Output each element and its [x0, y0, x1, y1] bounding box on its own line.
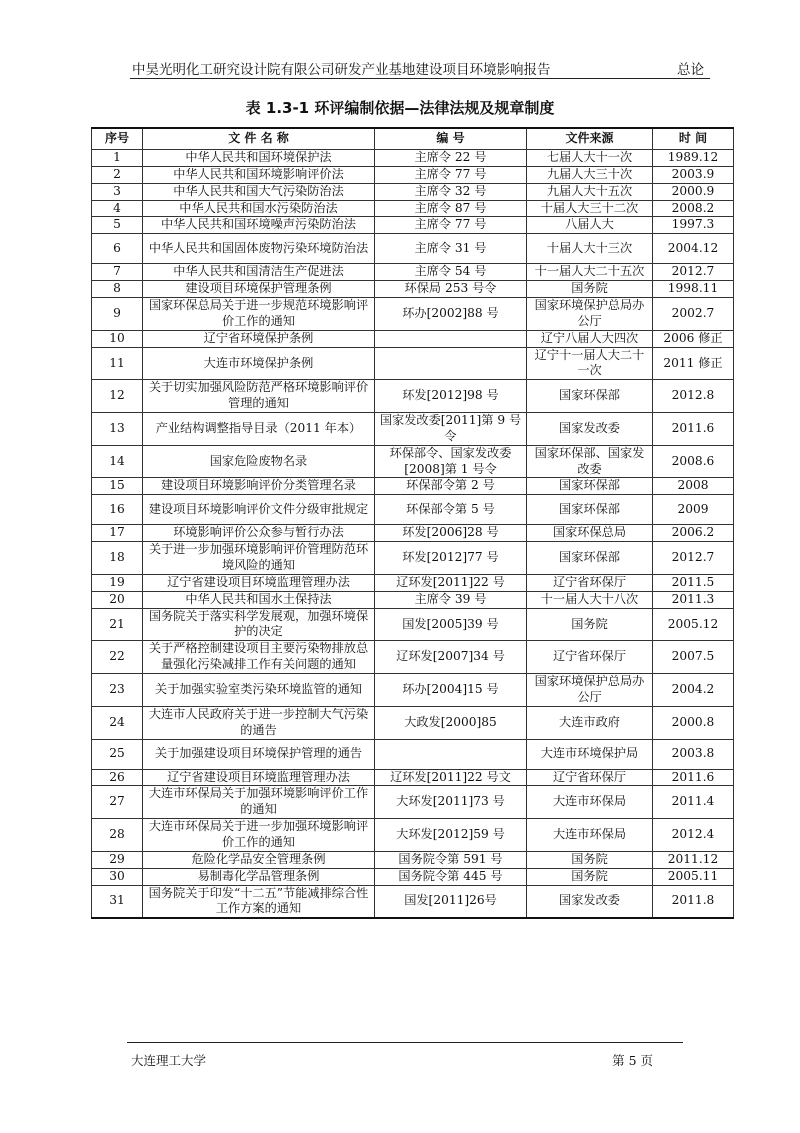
table-row	[92, 150, 734, 167]
column-header-no: 序号	[92, 128, 143, 150]
document-code: 辽环发[2007]34 号	[375, 641, 527, 674]
table-row	[92, 769, 734, 786]
document-code: 大环发[2012]59 号	[375, 819, 527, 852]
row-number: 16	[92, 495, 143, 525]
document-name: 大连市环境保护条例	[143, 347, 375, 380]
table-row	[92, 413, 734, 446]
document-name: 中华人民共和国清洁生产促进法	[143, 264, 375, 281]
row-number: 3	[92, 183, 143, 200]
document-date: 2011.6	[653, 413, 734, 446]
row-number: 9	[92, 298, 143, 331]
column-header-name: 文 件 名 称	[143, 128, 375, 150]
table-row	[92, 166, 734, 183]
row-number: 13	[92, 413, 143, 446]
document-date: 2004.2	[653, 674, 734, 707]
row-number: 7	[92, 264, 143, 281]
document-source: 国家环境保护总局办公厅	[527, 674, 653, 707]
row-number: 5	[92, 217, 143, 234]
document-source: 十届人大三十二次	[527, 200, 653, 217]
document-source: 七届人大十一次	[527, 150, 653, 167]
document-source: 国务院	[527, 608, 653, 641]
document-source: 辽宁八届人大四次	[527, 330, 653, 347]
document-name: 大连市人民政府关于进一步控制大气污染的通告	[143, 706, 375, 739]
document-name: 中华人民共和国水污染防治法	[143, 200, 375, 217]
document-code: 环保局 253 号令	[375, 281, 527, 298]
row-number: 15	[92, 478, 143, 495]
document-code: 辽环发[2011]22 号文	[375, 769, 527, 786]
document-date: 2004.12	[653, 234, 734, 264]
table-row	[92, 478, 734, 495]
document-code	[375, 347, 527, 380]
document-name: 关于加强实验室类污染环境监管的通知	[143, 674, 375, 707]
document-code: 环保部令、国家发改委[2008]第 1 号令	[375, 445, 527, 478]
table-header-row	[92, 128, 734, 150]
document-name: 中华人民共和国环境噪声污染防治法	[143, 217, 375, 234]
document-code: 主席令 39 号	[375, 591, 527, 608]
document-code: 国务院令第 591 号	[375, 851, 527, 868]
document-date: 2000.9	[653, 183, 734, 200]
document-date: 2012.8	[653, 380, 734, 413]
document-date: 2012.7	[653, 264, 734, 281]
row-number: 31	[92, 885, 143, 918]
table-body	[92, 150, 734, 919]
table-row	[92, 264, 734, 281]
table-row	[92, 851, 734, 868]
row-number: 30	[92, 868, 143, 885]
document-source: 国务院	[527, 868, 653, 885]
row-number: 4	[92, 200, 143, 217]
document-date: 2006 修正	[653, 330, 734, 347]
document-name: 辽宁省环境保护条例	[143, 330, 375, 347]
document-name: 辽宁省建设项目环境监理管理办法	[143, 574, 375, 591]
document-code: 辽环发[2011]22 号	[375, 574, 527, 591]
regulations-table	[91, 127, 734, 919]
document-code: 国发[2005]39 号	[375, 608, 527, 641]
document-date: 1998.11	[653, 281, 734, 298]
document-date: 2006.2	[653, 525, 734, 542]
document-name: 危险化学品安全管理条例	[143, 851, 375, 868]
table-title: 表 1.3-1 环评编制依据—法律法规及规章制度	[245, 99, 555, 117]
document-code: 大环发[2011]73 号	[375, 786, 527, 819]
document-name: 易制毒化学品管理条例	[143, 868, 375, 885]
document-name: 关于进一步加强环境影响评价管理防范环境风险的通知	[143, 542, 375, 575]
document-code: 大政发[2000]85	[375, 706, 527, 739]
table-row	[92, 868, 734, 885]
document-date: 2011.8	[653, 885, 734, 918]
table-row	[92, 542, 734, 575]
page-footer	[127, 1042, 683, 1068]
table-row	[92, 608, 734, 641]
table-row	[92, 674, 734, 707]
document-name: 建设项目环境保护管理条例	[143, 281, 375, 298]
document-name: 中华人民共和国环境影响评价法	[143, 166, 375, 183]
page-header	[130, 54, 710, 79]
document-name: 大连市环保局关于加强环境影响评价工作的通知	[143, 786, 375, 819]
document-source: 国家环保总局	[527, 525, 653, 542]
document-source: 十一届人大二十五次	[527, 264, 653, 281]
document-code: 主席令 87 号	[375, 200, 527, 217]
document-date: 2003.8	[653, 739, 734, 769]
document-name: 中华人民共和国水土保持法	[143, 591, 375, 608]
column-header-source: 文件来源	[527, 128, 653, 150]
document-source: 辽宁省环保厅	[527, 641, 653, 674]
document-name: 国务院关于落实科学发展观，加强环境保护的决定	[143, 608, 375, 641]
document-source: 大连市环境保护局	[527, 739, 653, 769]
document-date: 2007.5	[653, 641, 734, 674]
document-name: 建设项目环境影响评价文件分级审批规定	[143, 495, 375, 525]
document-code	[375, 330, 527, 347]
document-source: 国家环境保护总局办公厅	[527, 298, 653, 331]
table-row	[92, 200, 734, 217]
document-name: 产业结构调整指导目录（2011 年本）	[143, 413, 375, 446]
table-row	[92, 495, 734, 525]
document-source: 九届人大十五次	[527, 183, 653, 200]
table-row	[92, 786, 734, 819]
document-source: 八届人大	[527, 217, 653, 234]
document-date: 2005.12	[653, 608, 734, 641]
document-date: 2000.8	[653, 706, 734, 739]
document-source: 十届人大十三次	[527, 234, 653, 264]
document-code: 环发[2006]28 号	[375, 525, 527, 542]
document-code: 国务院令第 445 号	[375, 868, 527, 885]
row-number: 27	[92, 786, 143, 819]
document-source: 辽宁十一届人大二十一次	[527, 347, 653, 380]
table-row	[92, 706, 734, 739]
document-name: 建设项目环境影响评价分类管理名录	[143, 478, 375, 495]
row-number: 8	[92, 281, 143, 298]
table-row	[92, 281, 734, 298]
document-date: 2005.11	[653, 868, 734, 885]
row-number: 11	[92, 347, 143, 380]
document-name: 环境影响评价公众参与暂行办法	[143, 525, 375, 542]
document-date: 2011.4	[653, 786, 734, 819]
document-date: 2011.12	[653, 851, 734, 868]
document-name: 国家环保总局关于进一步规范环境影响评价工作的通知	[143, 298, 375, 331]
document-code: 环发[2012]98 号	[375, 380, 527, 413]
document-source: 国家环保部	[527, 478, 653, 495]
document-code: 环办[2004]15 号	[375, 674, 527, 707]
document-source: 大连市环保局	[527, 786, 653, 819]
table-row	[92, 819, 734, 852]
page-number: 第 5 页	[612, 1053, 653, 1068]
document-date: 2011 修正	[653, 347, 734, 380]
document-name: 关于加强建设项目环境保护管理的通告	[143, 739, 375, 769]
row-number: 6	[92, 234, 143, 264]
document-source: 辽宁省环保厅	[527, 769, 653, 786]
row-number: 17	[92, 525, 143, 542]
row-number: 25	[92, 739, 143, 769]
document-date: 2002.7	[653, 298, 734, 331]
document-code: 主席令 77 号	[375, 217, 527, 234]
document-code: 环发[2012]77 号	[375, 542, 527, 575]
document-date: 1989.12	[653, 150, 734, 167]
row-number: 14	[92, 445, 143, 478]
table-row	[92, 217, 734, 234]
document-code: 环保部令第 5 号	[375, 495, 527, 525]
document-date: 2012.4	[653, 819, 734, 852]
document-source: 十一届人大十八次	[527, 591, 653, 608]
column-header-date: 时 间	[653, 128, 734, 150]
document-source: 辽宁省环保厅	[527, 574, 653, 591]
document-name: 中华人民共和国大气污染防治法	[143, 183, 375, 200]
row-number: 22	[92, 641, 143, 674]
document-source: 大连市政府	[527, 706, 653, 739]
document-source: 国家环保部	[527, 495, 653, 525]
document-source: 国家环保部、国家发改委	[527, 445, 653, 478]
row-number: 24	[92, 706, 143, 739]
table-row	[92, 445, 734, 478]
document-date: 2011.6	[653, 769, 734, 786]
document-name: 辽宁省建设项目环境监理管理办法	[143, 769, 375, 786]
document-date: 2008.2	[653, 200, 734, 217]
table-row	[92, 574, 734, 591]
row-number: 28	[92, 819, 143, 852]
table-row	[92, 885, 734, 918]
table-row	[92, 380, 734, 413]
document-date: 2011.3	[653, 591, 734, 608]
footer-institution: 大连理工大学	[131, 1053, 207, 1068]
document-name: 关于切实加强风险防范严格环境影响评价管理的通知	[143, 380, 375, 413]
document-name: 关于严格控制建设项目主要污染物排放总量强化污染减排工作有关问题的通知	[143, 641, 375, 674]
row-number: 1	[92, 150, 143, 167]
table-row	[92, 183, 734, 200]
table-row	[92, 347, 734, 380]
row-number: 29	[92, 851, 143, 868]
document-name: 大连市环保局关于进一步加强环境影响评价工作的通知	[143, 819, 375, 852]
row-number: 26	[92, 769, 143, 786]
section-name: 总论	[677, 62, 704, 78]
document-code: 环保部令第 2 号	[375, 478, 527, 495]
table-row	[92, 739, 734, 769]
row-number: 20	[92, 591, 143, 608]
row-number: 18	[92, 542, 143, 575]
row-number: 10	[92, 330, 143, 347]
row-number: 23	[92, 674, 143, 707]
document-code: 主席令 22 号	[375, 150, 527, 167]
document-source: 国务院	[527, 281, 653, 298]
row-number: 2	[92, 166, 143, 183]
row-number: 19	[92, 574, 143, 591]
document-date: 1997.3	[653, 217, 734, 234]
table-row	[92, 591, 734, 608]
row-number: 21	[92, 608, 143, 641]
document-source: 国家发改委	[527, 885, 653, 918]
table-row	[92, 330, 734, 347]
document-date: 2008	[653, 478, 734, 495]
document-source: 九届人大三十次	[527, 166, 653, 183]
table-row	[92, 298, 734, 331]
column-header-code: 编 号	[375, 128, 527, 150]
document-date: 2008.6	[653, 445, 734, 478]
document-source: 国家环保部	[527, 380, 653, 413]
document-name: 中华人民共和国环境保护法	[143, 150, 375, 167]
document-date: 2003.9	[653, 166, 734, 183]
document-code: 主席令 54 号	[375, 264, 527, 281]
table-row	[92, 234, 734, 264]
document-name: 国家危险废物名录	[143, 445, 375, 478]
document-code: 国发[2011]26号	[375, 885, 527, 918]
document-date: 2012.7	[653, 542, 734, 575]
document-name: 中华人民共和国固体废物污染环境防治法	[143, 234, 375, 264]
document-code: 国家发改委[2011]第 9 号令	[375, 413, 527, 446]
document-source: 国家发改委	[527, 413, 653, 446]
document-code: 主席令 32 号	[375, 183, 527, 200]
document-code: 主席令 77 号	[375, 166, 527, 183]
document-source: 国务院	[527, 851, 653, 868]
row-number: 12	[92, 380, 143, 413]
document-source: 大连市环保局	[527, 819, 653, 852]
document-source: 国家环保部	[527, 542, 653, 575]
document-date: 2009	[653, 495, 734, 525]
table-row	[92, 525, 734, 542]
document-code: 环办[2002]88 号	[375, 298, 527, 331]
document-name: 国务院关于印发“十二五”节能减排综合性工作方案的通知	[143, 885, 375, 918]
document-code	[375, 739, 527, 769]
document-date: 2011.5	[653, 574, 734, 591]
document-code: 主席令 31 号	[375, 234, 527, 264]
table-row	[92, 641, 734, 674]
report-title: 中昊光明化工研究设计院有限公司研发产业基地建设项目环境影响报告	[132, 62, 551, 78]
